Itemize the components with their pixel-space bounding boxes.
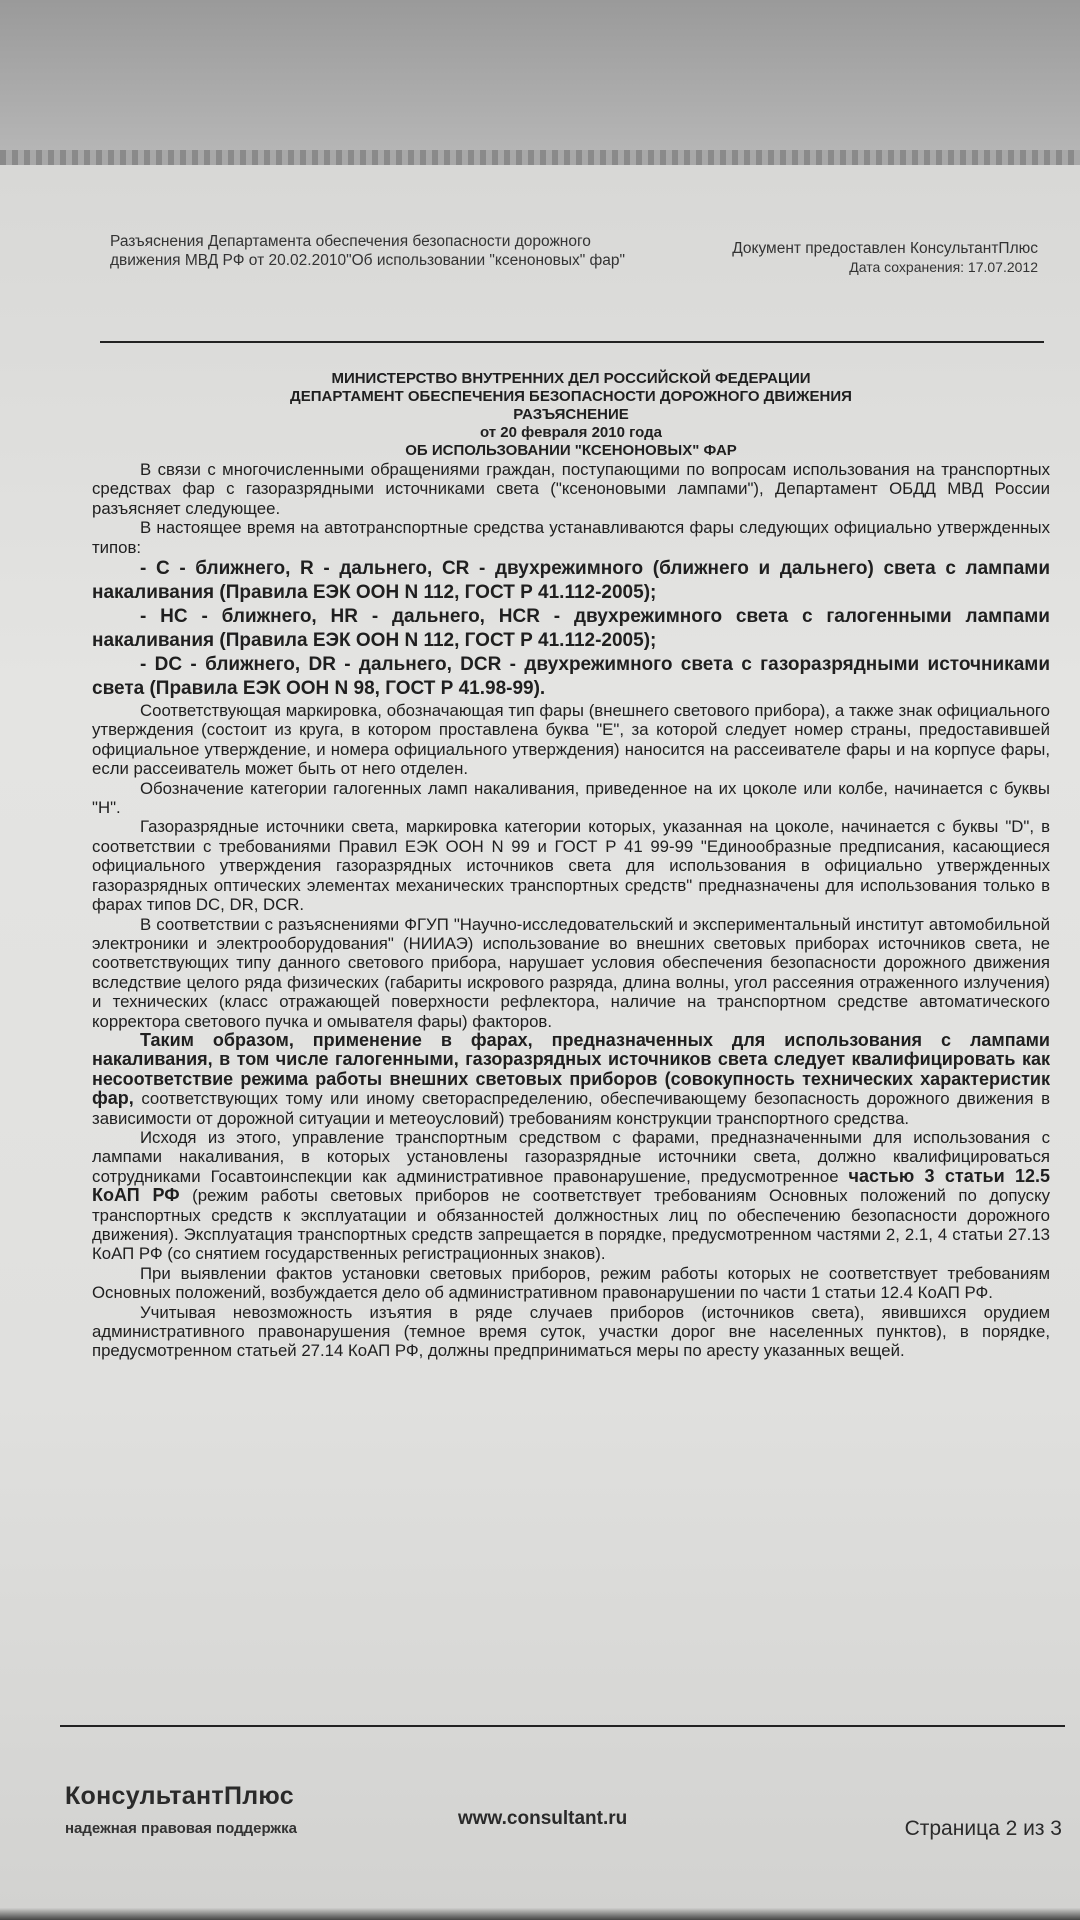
background-surface xyxy=(0,0,1080,170)
paragraph-intro: В связи с многочисленными обращениями граждан, поступающими по вопросам использования на транспортных средствах фар с газоразрядными источниками света ("ксеноновыми лампами"), Департамент ОБДД МВД России разъясняет следующее. xyxy=(92,460,1050,518)
conclusion-rest: соответствующих тому или иному светораспределению, обеспечивающему безопасность дорожного движения в зависимости от дорожной ситуации и метеоусловий) требованиям конструкции транспортного средства. xyxy=(92,1089,1050,1128)
paragraph-gas-discharge: Газоразрядные источники света, маркировка категории которых, указанная на цоколе, начинается с буквы "D", в соответствии с требованиями Правил ЕЭК ООН N 99 и ГОСТ Р 41 99-99 "Единообразные предписания, касающиеся официального утверждения газоразрядных источников света для использования в официально утвержденных газоразрядных оптических элементах механических транспортных средств" предназначены для использования только в фарах типов DC, DR, DCR. xyxy=(92,817,1050,915)
header-save-date: Дата сохранения: 17.07.2012 xyxy=(849,259,1038,275)
document-page xyxy=(0,165,1080,1920)
paragraph-types-intro: В настоящее время на автотранспортные средства устанавливаются фары следующих официально утвержденных типов: xyxy=(92,518,1050,557)
header-source xyxy=(732,239,1038,277)
bottom-shadow xyxy=(0,1908,1080,1920)
heading-department: ДЕПАРТАМЕНТ ОБЕСПЕЧЕНИЯ БЕЗОПАСНОСТИ ДОРОЖНОГО ДВИЖЕНИЯ xyxy=(290,388,852,405)
page-number: Страница 2 из 3 xyxy=(904,1817,1062,1840)
footer-divider xyxy=(60,1725,1065,1727)
heading-date: от 20 февраля 2010 года xyxy=(479,424,662,441)
heading-ministry: МИНИСТЕРСТВО ВНУТРЕННИХ ДЕЛ РОССИЙСКОЙ ФЕДЕРАЦИИ xyxy=(331,370,811,387)
paragraph-violation xyxy=(92,1128,1050,1264)
violation-text-a: Исходя из этого, управление транспортным средством с фарами, предназначенными для использования с лампами накаливания, в которых установлены газоразрядные источники света, должно квалифицироваться сотрудниками Госавтоинспекции как административное правонарушение, предусмотренное xyxy=(92,1127,1050,1186)
logo-tagline: надежная правовая поддержка xyxy=(65,1820,297,1837)
header-document-title: Разъяснения Департамента обеспечения безопасности дорожного движения МВД РФ от 20.02.2010"Об использовании "ксеноновых" фар" xyxy=(110,233,626,269)
paragraph-installation: При выявлении фактов установки световых приборов, режим работы которых не соответствует требованиям Основных положений, возбуждается дело об административном правонарушении по части 1 статьи 12.4 КоАП РФ. xyxy=(92,1263,1050,1303)
list-item-halogen: - HC - ближнего, HR - дальнего, HCR - двухрежимного света с галогенными лампами накаливания (Правила ЕЭК ООН N 112, ГОСТ Р 41.112-2005); xyxy=(92,606,1050,652)
document-body xyxy=(92,370,1050,1361)
website-link[interactable]: www.consultant.ru xyxy=(458,1808,628,1829)
heading-subject: ОБ ИСПОЛЬЗОВАНИИ "КСЕНОНОВЫХ" ФАР xyxy=(405,442,737,459)
violation-article: частью 3 статьи 12.5 КоАП РФ xyxy=(92,1165,1050,1206)
header-divider xyxy=(100,341,1044,343)
paragraph-halogen-category: Обозначение категории галогенных ламп накаливания, приведенное на их цоколе или колбе, начинается с буквы "H". xyxy=(92,778,1050,818)
paragraph-seizure: Учитывая невозможность изъятия в ряде случаев приборов (источников света), явившихся орудием административного правонарушения (темное время суток, участки дорог вне населенных пунктов), в порядке, предусмотренном статьей 27.14 КоАП РФ, должны предприниматься меры по аресту указанных вещей. xyxy=(92,1302,1050,1361)
consultantplus-logo: КонсультантПлюс xyxy=(65,1782,294,1810)
violation-text-b: (режим работы световых приборов не соответствует требованиям Основных положений по допуску транспортных средств к эксплуатации и обязанностей должностных лиц по обеспечению безопасности дорожного движения). Эксплуатация транспортных средств запрещается в порядке, предусмотренном частями 2, 2.1, 4 статьи 27.13 КоАП РФ (со снятием государственных регистрационных знаков). xyxy=(92,1186,1050,1264)
list-item-incandescent: - C - ближнего, R - дальнего, CR - двухрежимного (ближнего и дальнего) света с лампами накаливания (Правила ЕЭК ООН N 112, ГОСТ Р 41.112-2005); xyxy=(92,558,1050,604)
paragraph-niiae: В соответствии с разъяснениями ФГУП "Научно-исследовательский и экспериментальный институт автомобильной электроники и электрооборудования" (НИИАЭ) использование во внешних световых приборах источников света, не соответствующих типу данного светового прибора, нарушает условия обеспечения безопасности дорожного движения вследствие целого ряда физических (габариты искрового разряда, длина волны, угол рассеяния отраженного излучения) и технических (класс отражающей поверхности рефлектора, наличие на транспортном средстве автоматического корректора светового пучка и омывателя фары) факторов. xyxy=(92,914,1050,1031)
header-provided-by: Документ предоставлен КонсультантПлюс xyxy=(732,240,1038,257)
conclusion-bold: Таким образом, применение в фарах, предназначенных для использования с лампами накаливания, в том числе галогенными, газоразрядных источников света следует квалифицировать как несоответствие режима работы внешних световых приборов (совокупность технических характеристик фар, xyxy=(92,1029,1050,1109)
paragraph-conclusion xyxy=(92,1031,1050,1128)
list-item-gas-discharge: - DC - ближнего, DR - дальнего, DCR - двухрежимного света с газоразрядными источниками света (Правила ЕЭК ООН N 98, ГОСТ Р 41.98-99). xyxy=(92,654,1050,700)
paragraph-marking: Соответствующая маркировка, обозначающая тип фары (внешнего светового прибора), а также знак официального утверждения (состоит из круга, в котором проставлена буква "E", за которой следует номер страны, предоставившей официальное утверждение, и номера официального утверждения) наносится на рассеивателе фары и на корпусе фары, если рассеиватель может быть от него отделен. xyxy=(92,701,1050,779)
heading-type: РАЗЪЯСНЕНИЕ xyxy=(513,406,629,423)
